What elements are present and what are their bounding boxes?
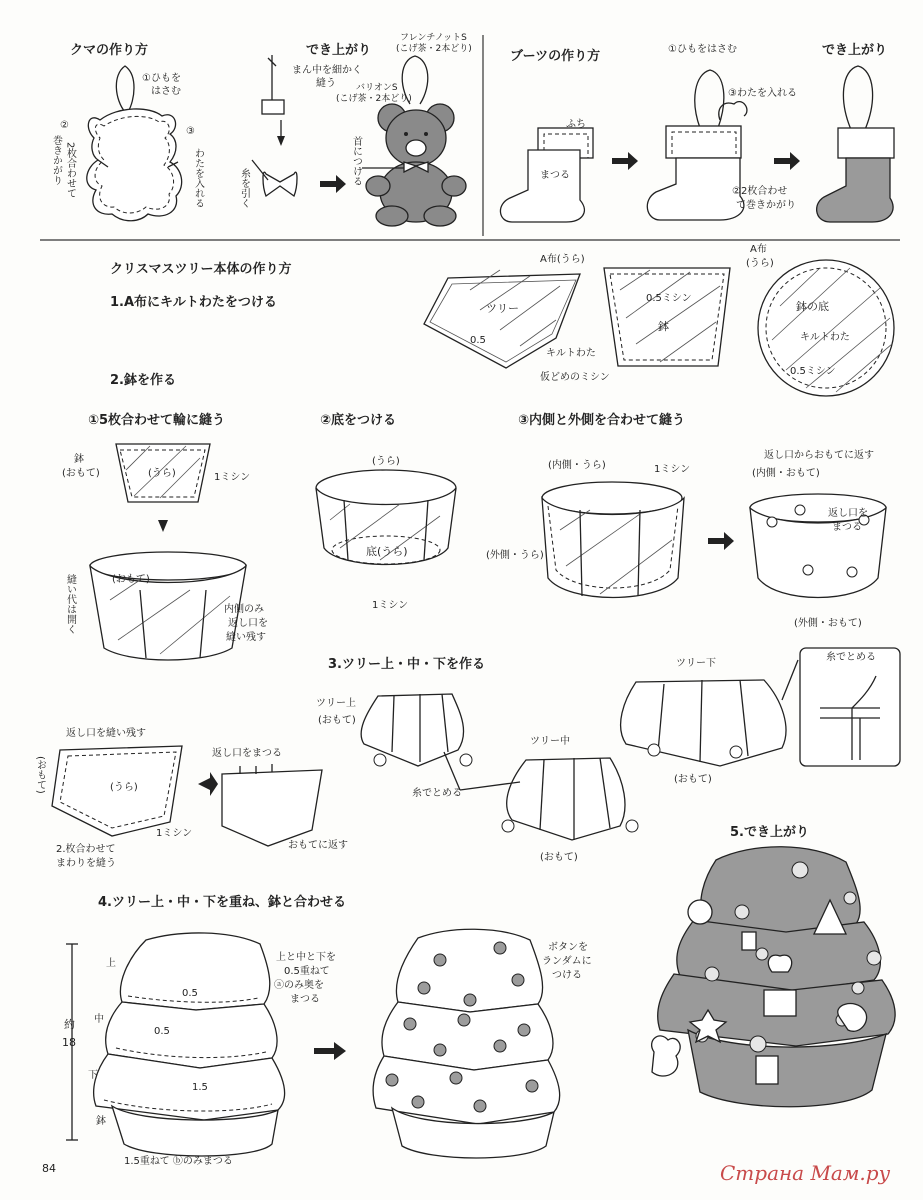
pot-small-label: 鉢 [74,454,84,465]
bear-step3b: わたを入れる [192,148,204,208]
boot-step3: ③わたを入れる [728,88,797,99]
buttons-note3: つける [552,970,582,981]
overlap1: 上と中と下を [276,952,336,963]
bear-pull: 糸を引く [238,168,250,208]
watermark: Страна Мам.ру [720,1161,891,1185]
close-gap2: まつる [832,522,862,533]
tie-label: 糸でとめる [412,788,462,799]
pot-omote: (おもて) [62,468,100,479]
approx-value: 18 [62,1036,76,1049]
tree-pt5: 0.5 [470,335,486,346]
tree-s1: 1.A布にキルトわたをつける [110,295,277,310]
leave-gap2: 縫い残す [226,632,266,643]
boot-cuff: ふち [566,119,586,130]
page-number: 84 [42,1162,56,1175]
quilt-label: キルトわた [546,348,596,359]
tree-title: クリスマスツリー本体の作り方 [110,262,292,277]
low-label: ツリー下 [676,658,716,669]
inner-only: 内側のみ [224,604,264,615]
a-fabric-label: A布(うら) [540,254,585,265]
inner-omote: (内側・おもて) [752,468,820,479]
tree-s3: 3.ツリー上・中・下を作る [328,657,485,672]
leave-gap-a: 返し口を縫い残す [66,728,146,739]
a-fabric2-label: A布 [750,244,767,255]
overlap2: 0.5重ねて [284,966,330,977]
tree-s4: 4.ツリー上・中・下を重ね、鉢と合わせる [98,895,346,910]
tree-s2: 2.鉢を作る [110,373,176,388]
layer-pot: 鉢 [96,1116,106,1127]
bear-pattern [51,66,205,221]
omote3: (おもて) [34,756,46,794]
top-omote: (おもて) [318,715,356,726]
seam-open: 縫い代は開く [64,574,76,634]
boot-sole: まつる [540,170,570,181]
turn-out: 返し口からおもてに返す [764,450,874,461]
boot-title: ブーツの作り方 [510,49,601,64]
turn3: おもてに返す [288,840,348,851]
ura3: (うら) [110,782,138,793]
layer-top: 上 [106,958,116,969]
tree-label: ツリー [486,302,519,315]
boot-section [500,43,894,222]
boot-arrow-1 [612,152,638,170]
two-sew: 2.枚合わせて [56,844,116,855]
close-gap: 返し口を [828,508,868,519]
approx-label: 約 [64,1018,75,1031]
bear-center-note2: 縫う [316,78,336,89]
tie-detail: 糸でとめる [826,652,876,663]
bear-bullion: バリオンS [356,83,398,93]
boot-step2b: て巻きかがり [736,200,796,211]
one-mm4: 1ミシン [156,828,193,839]
bear-title: クマの作り方 [70,43,149,58]
mid-omote: (おもて) [540,852,578,863]
tree-finished [652,825,895,1107]
bear-step2: ② [60,120,69,131]
leave-gap: 返し口を [228,618,268,629]
boot-arrow-2 [774,152,800,170]
bear-french-knot: フレンチノットS [400,33,467,43]
outer-ura: (外側・うら) [486,550,544,561]
ring-omote: (おもて) [112,574,150,585]
tree-s5: 5.でき上がり [730,825,809,840]
overlap-b: 1.5重ねて ⓑのみまつる [124,1156,233,1167]
buttons-note2: ランダムに [542,956,592,967]
pot-one-mm: 1ミシン [214,472,251,483]
bear-arrow [320,175,346,193]
bear-step2c: 巻きかがり [50,135,62,185]
one-mm2: 1ミシン [372,600,409,611]
tree-step4 [62,894,592,1167]
pot-label: 鉢 [658,320,669,333]
bear-finished-label: でき上がり [306,43,372,58]
measure-05b: 0.5 [154,1026,170,1037]
outer-omote: (外側・おもて) [794,618,862,629]
measure-05a: 0.5 [182,988,198,999]
two-sew2: まわりを縫う [56,858,116,869]
bottom-ura2: (うら) [372,456,400,467]
boot-finished [817,66,894,222]
layer-mid: 中 [94,1014,104,1025]
bear-step3: ③ [186,126,195,137]
overlap3: ⓐのみ奥を [274,980,324,991]
boot-finished-label: でき上がり [822,43,888,58]
basting-label: 仮どめのミシン [540,372,610,383]
close-gap3: 返し口をまつる [212,748,282,759]
buttons-note: ボタンを [548,942,588,953]
tree-half-mm: 0.5ミシン [646,293,692,304]
bear-french-knot-note: (こげ茶・2本どり) [396,44,472,54]
bear-step1b: はさむ [151,86,181,97]
tree-s2a: ①5枚合わせて輪に縫う [88,413,226,428]
a-fabric2b-label: (うら) [746,258,774,269]
tree-step2 [62,372,886,660]
pot-ura: (うら) [148,468,176,479]
half-mm2-label: 0.5ミシン [790,366,836,377]
quilt2-label: キルトわた [800,332,850,343]
inner-ura: (内側・うら) [548,460,606,471]
bear-finished [336,32,472,226]
tree-s2b: ②底をつける [320,413,397,428]
one-mm3: 1ミシン [654,464,691,475]
boot-assembly [647,43,797,220]
bear-section [51,32,472,226]
measure-15: 1.5 [192,1082,208,1093]
bear-bullion-note: (こげ茶・2本どり) [336,94,412,104]
pot-base-label: 鉢の底 [796,300,829,313]
boot-pieces [500,118,593,222]
boot-step2: ②2枚合わせ [732,186,788,197]
bottom-label: 底(うら) [366,545,408,558]
tree-step1 [110,242,894,396]
top-label: ツリー上 [316,698,356,709]
layer-low: 下 [88,1070,98,1081]
bear-neck: 首につける [350,136,362,186]
mid-label: ツリー中 [530,736,570,747]
overlap4: まつる [290,994,320,1005]
bear-center-note: まん中を細かく [292,65,362,76]
boot-step1: ①ひもをはさむ [668,44,737,55]
low-omote: (おもて) [674,774,712,785]
tree-s2c: ③内側と外側を合わせて縫う [518,413,686,428]
bear-step2b: 2枚合わせて [64,142,76,199]
bear-step1: ①ひもを [142,73,181,84]
